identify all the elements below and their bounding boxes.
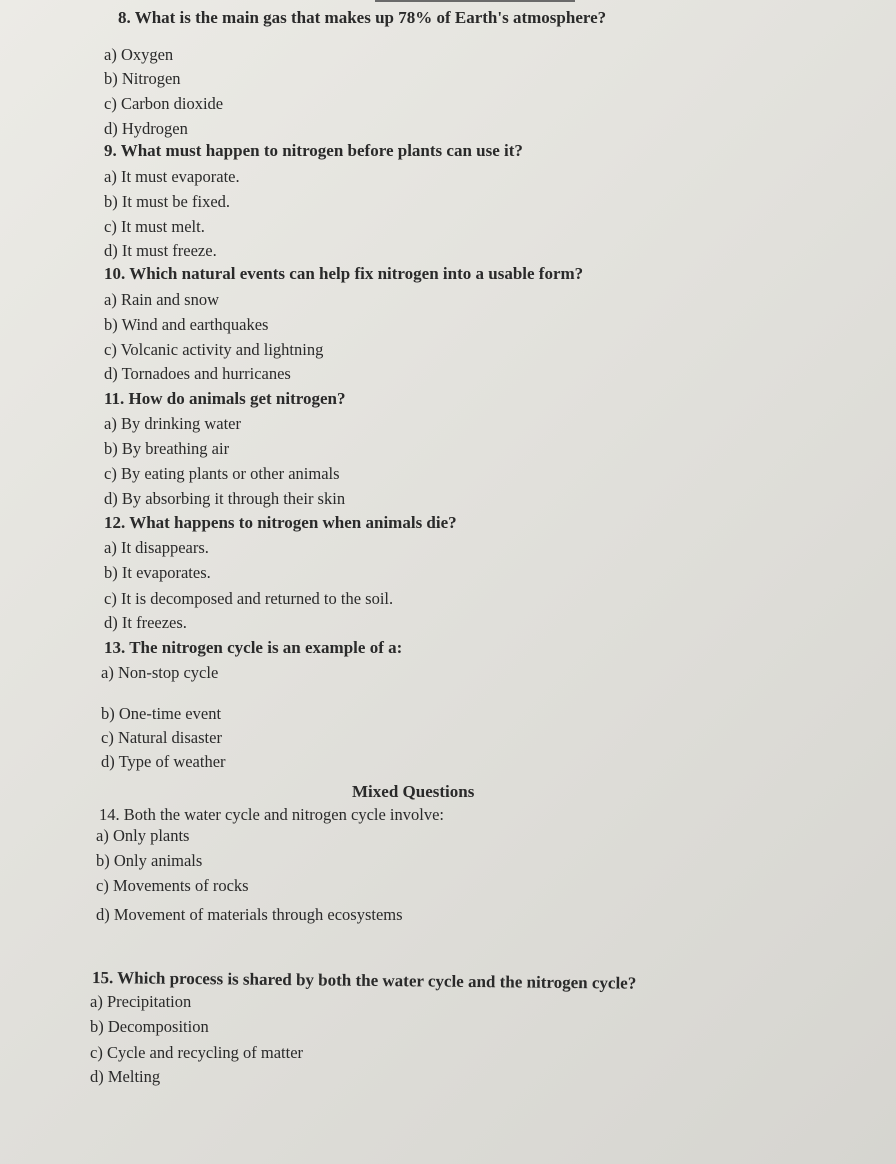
q13-option-b: b) One-time event xyxy=(101,704,222,723)
q12-option-d: d) It freezes. xyxy=(104,613,187,632)
q13-option-c: c) Natural disaster xyxy=(101,728,222,747)
question-10: 10. Which natural events can help fix nitrogen into a usable form? xyxy=(104,264,584,283)
question-11: 11. How do animals get nitrogen? xyxy=(104,389,346,408)
q10-option-d: d) Tornadoes and hurricanes xyxy=(104,364,291,383)
q9-option-c: c) It must melt. xyxy=(104,217,205,236)
q8-option-c: c) Carbon dioxide xyxy=(104,94,224,113)
q15-option-d: d) Melting xyxy=(90,1067,161,1086)
q15-option-c: c) Cycle and recycling of matter xyxy=(90,1043,304,1062)
section-heading: Mixed Questions xyxy=(352,782,475,801)
q11-option-c: c) By eating plants or other animals xyxy=(104,464,340,483)
question-9: 9. What must happen to nitrogen before plants can use it? xyxy=(104,141,523,160)
q12-option-b: b) It evaporates. xyxy=(104,563,211,582)
top-rule xyxy=(375,0,575,2)
q9-option-d: d) It must freeze. xyxy=(104,241,217,260)
q9-option-b: b) It must be fixed. xyxy=(104,192,231,211)
q10-option-b: b) Wind and earthquakes xyxy=(104,315,269,334)
q15-option-b: b) Decomposition xyxy=(90,1017,209,1036)
q10-option-c: c) Volcanic activity and lightning xyxy=(104,340,324,359)
q12-option-a: a) It disappears. xyxy=(104,538,209,557)
question-12: 12. What happens to nitrogen when animals die? xyxy=(104,513,457,532)
q13-option-d: d) Type of weather xyxy=(101,752,226,771)
question-13: 13. The nitrogen cycle is an example of a: xyxy=(104,638,403,657)
q11-option-d: d) By absorbing it through their skin xyxy=(104,489,346,508)
q14-option-d: d) Movement of materials through ecosystems xyxy=(96,905,403,924)
question-8: 8. What is the main gas that makes up 78% of Earth's atmosphere? xyxy=(118,8,607,27)
q11-option-a: a) By drinking water xyxy=(104,414,242,433)
question-15: 15. Which process is shared by both the water cycle and the nitrogen cycle? xyxy=(91,968,637,993)
q13-option-a: a) Non-stop cycle xyxy=(101,663,219,682)
q9-option-a: a) It must evaporate. xyxy=(104,167,240,186)
question-14: 14. Both the water cycle and nitrogen cycle involve: xyxy=(99,805,445,824)
q15-option-a: a) Precipitation xyxy=(90,992,192,1011)
q11-option-b: b) By breathing air xyxy=(104,439,230,458)
q14-option-a: a) Only plants xyxy=(96,826,190,845)
q8-option-d: d) Hydrogen xyxy=(104,119,188,138)
q14-option-b: b) Only animals xyxy=(96,851,203,870)
q10-option-a: a) Rain and snow xyxy=(104,290,220,309)
q8-option-a: a) Oxygen xyxy=(104,45,174,64)
q12-option-c: c) It is decomposed and returned to the soil. xyxy=(104,589,394,608)
q8-option-b: b) Nitrogen xyxy=(104,69,181,88)
q14-option-c: c) Movements of rocks xyxy=(96,876,249,895)
